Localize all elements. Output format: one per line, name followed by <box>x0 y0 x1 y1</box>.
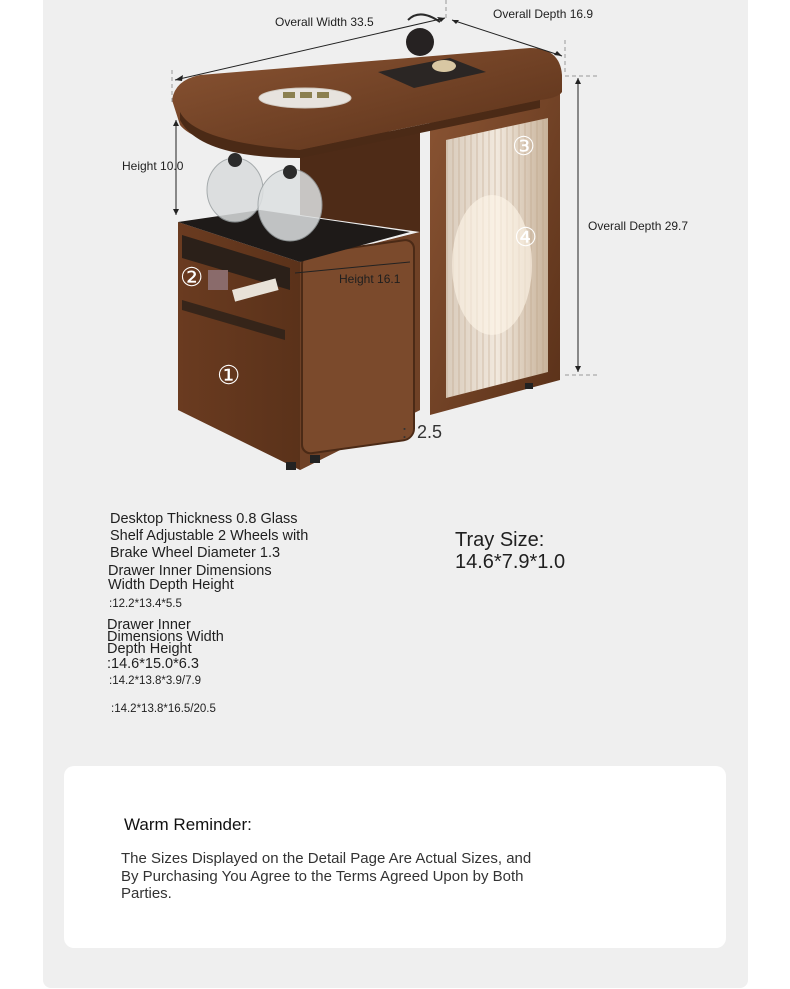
tray-size-label: Tray Size: <box>455 529 545 551</box>
marker-1: ① <box>217 360 241 390</box>
small-dimension-label: : 2.5 <box>402 422 443 442</box>
drawer2-title-b: Dimensions Width <box>107 629 224 645</box>
marker-3: ③ <box>512 131 536 161</box>
overall-depth-side-label: Overall Depth 29.7 <box>588 219 689 233</box>
drawer1-title-a: Drawer Inner Dimensions <box>108 563 272 579</box>
drawer1-title-b: Width Depth Height <box>108 577 234 593</box>
spec-value-3: :14.2*13.8*3.9/7.9 <box>109 675 202 687</box>
overall-width-label: Overall Width 33.5 <box>275 15 374 29</box>
height-left-label: Height 10.0 <box>122 159 184 173</box>
drawer1-value: :12.2*13.4*5.5 <box>109 598 182 610</box>
height-mid-label: Height 16.1 <box>339 272 401 286</box>
marker-2: ② <box>180 262 204 292</box>
tray-size-value: 14.6*7.9*1.0 <box>455 551 566 573</box>
drawer2-title-a: Drawer Inner <box>107 617 191 633</box>
drawer2-value: :14.6*15.0*6.3 <box>107 656 199 672</box>
drawer2-title-c: Depth Height <box>107 641 192 657</box>
overall-depth-top-label: Overall Depth 16.9 <box>493 7 594 21</box>
spec-line-2: Shelf Adjustable 2 Wheels with <box>110 528 309 544</box>
marker-4: ④ <box>514 222 538 252</box>
spec-line-1: Desktop Thickness 0.8 Glass <box>110 511 298 527</box>
warm-reminder-body: The Sizes Displayed on the Detail Page Are Actual Sizes, and By Purchasing You Agree to the Terms Agreed Upon by Both Parties. <box>121 850 532 902</box>
spec-value-4: :14.2*13.8*16.5/20.5 <box>111 703 216 715</box>
spec-line-3: Brake Wheel Diameter 1.3 <box>110 545 281 561</box>
warm-reminder-title: Warm Reminder: <box>124 815 252 834</box>
